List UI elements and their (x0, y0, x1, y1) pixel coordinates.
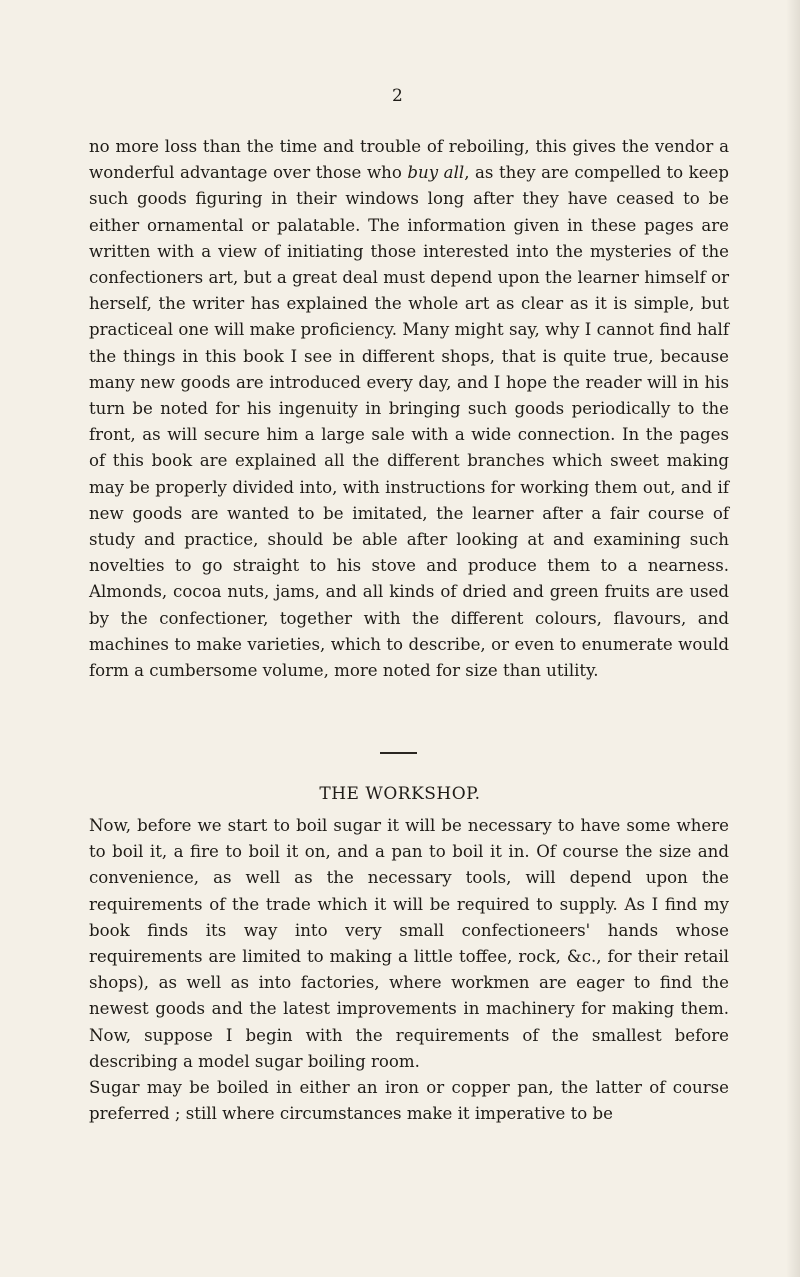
page-edge-shadow (786, 0, 800, 1277)
body-text-top (89, 134, 729, 684)
paragraph-workshop-intro: Now, before we start to boil sugar it will be necessary to have some where to boil it, a fire to boil it on, and a pan to boil it in. Of course the size and convenience, as well as the necessary tools, will depend upon the requirements of the trade which it will be required to supply. As I find my book finds its way into very small confectioneers' hands whose requirements are limited to making a little toffee, rock, &c., for their retail shops), as well as into factories, where workmen are eager to find the newest goods and the latest improvements in machinery for making them. Now, suppose I begin with the requirements of the smallest before describing a model sugar boiling room. (89, 816, 729, 1071)
emphasis-buy-all: buy all (407, 163, 465, 183)
paragraph-reboiling: no more loss than the time and trouble of reboiling, this gives the vendor a wonderful advantage over those who buy all, as they are compelled to keep such goods figuring in their windows long after they have ceased to be either ornamental or palatable. The information given in these pages are written with a view of initiating those interested into the mysteries of the confectioners art, but a great deal must depend upon the learner himself or herself, the writer has explained the whole art as clear as it is simple, but practiceal one will make proficiency. Many might say, why I cannot find half the things in this book I see in different shops, that is quite true, because many new goods are introduced every day, and I hope the reader will in his turn be noted for his ingenuity in bringing such goods periodically to the front, as will secure him a large sale with a wide connection. In the pages of this book are explained all the different branches which sweet making may be properly divided into, with instructions for working them out, and if new goods are wanted to be imitated, the learner after a fair course of study and practice, should be able after looking at and examining such novelties to go straight to his stove and produce them to a nearness. Almonds, cocoa nuts, jams, and all kinds of dried and green fruits are used by the confectioner, together with the different colours, flavours, and machines to make varieties, which to describe, or even to enumerate would form a cumbersome volume, more noted for size than utility. (89, 137, 729, 681)
section-divider-rule (380, 752, 417, 754)
body-text-workshop (89, 813, 729, 1127)
paragraph-sugar-pans: Sugar may be boiled in either an iron or copper pan, the latter of course preferred ; still where circumstances make it imperative to be (89, 1078, 729, 1124)
section-heading-workshop: THE WORKSHOP. (319, 784, 481, 804)
page-number: 2 (392, 86, 403, 106)
